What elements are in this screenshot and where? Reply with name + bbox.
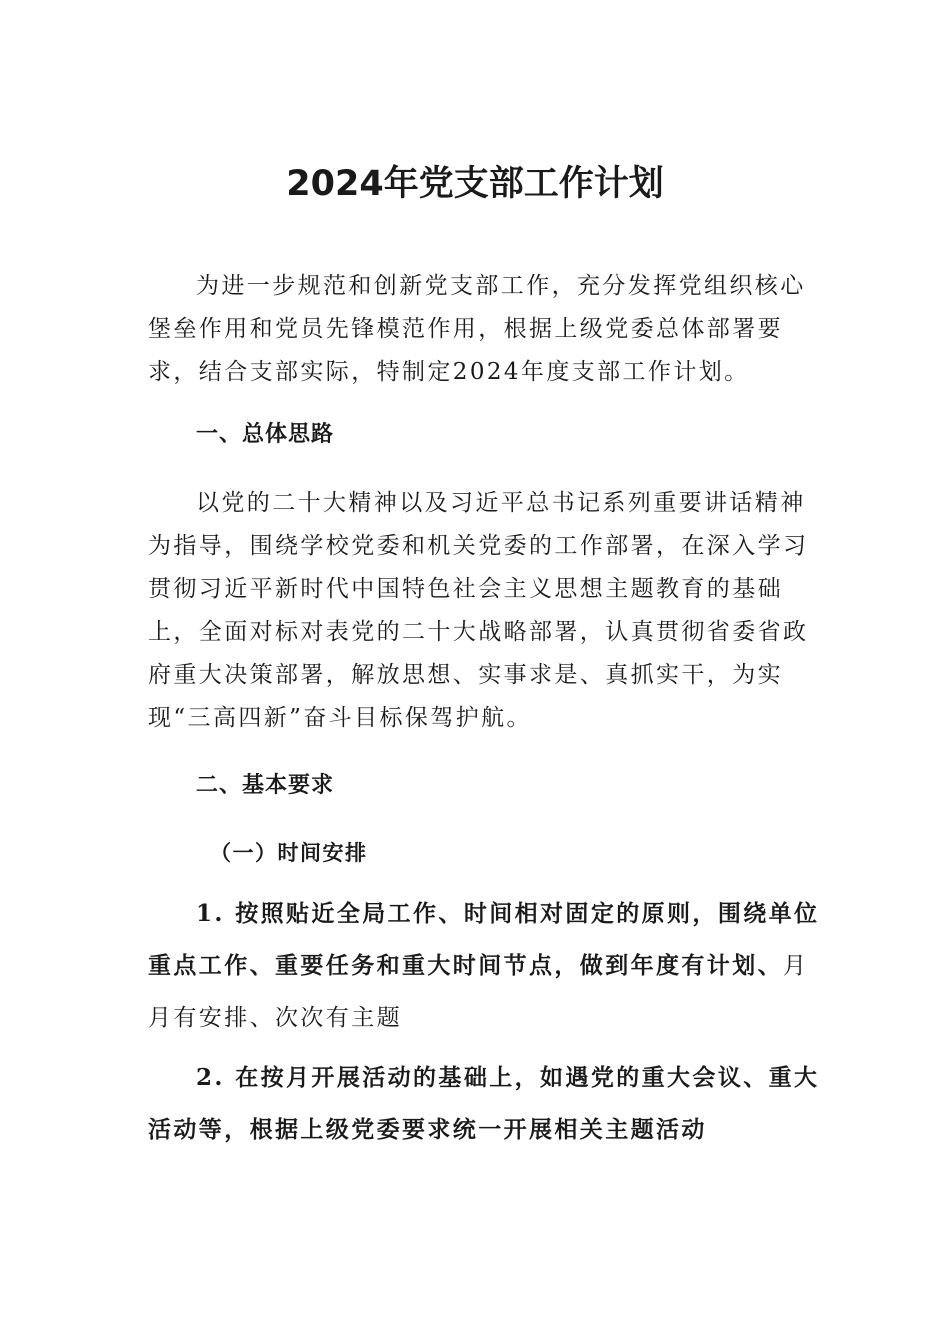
section-1-body: 以党的二十大精神以及习近平总书记系列重要讲话精神为指导，围绕学校党委和机关党委的工作部署，在深入学习贯彻习近平新时代中国特色社会主义思想主题教育的基础上，全面对标对表党的二十大战略部署，认真贯彻省委省政府重大决策部署，解放思想、实事求是、真抓实干，为实现“三高四新”奋斗目标保驾护航。 [148, 490, 809, 731]
requirement-item-1-normal: 月月有安排、次次有主题 [148, 953, 809, 1031]
section-2-subheading: （一）时间安排 [210, 841, 368, 865]
intro-paragraph: 为进一步规范和创新党支部工作，充分发挥党组织核心堡垒作用和党员先锋模范作用，根据上级党委总体部署要求，结合支部实际，特制定2024年度支部工作计划。 [148, 273, 806, 385]
requirement-item-2 [148, 1052, 828, 1156]
section-2-heading: 二、基本要求 [196, 773, 335, 798]
requirement-item-2-bold: 2. 在按月开展活动的基础上，如遇党的重大会议、重大活动等，根据上级党委要求统一开展相关主题活动 [148, 1064, 820, 1143]
requirement-item-1-bold: 1. 按照贴近全局工作、时间相对固定的原则，围绕单位重点工作、重要任务和重大时间节点，做到年度有计划、 [148, 900, 820, 979]
document-title: 2024年党支部工作计划 [286, 164, 664, 204]
section-1-heading: 一、总体思路 [196, 422, 335, 447]
requirement-item-1 [148, 888, 828, 1044]
